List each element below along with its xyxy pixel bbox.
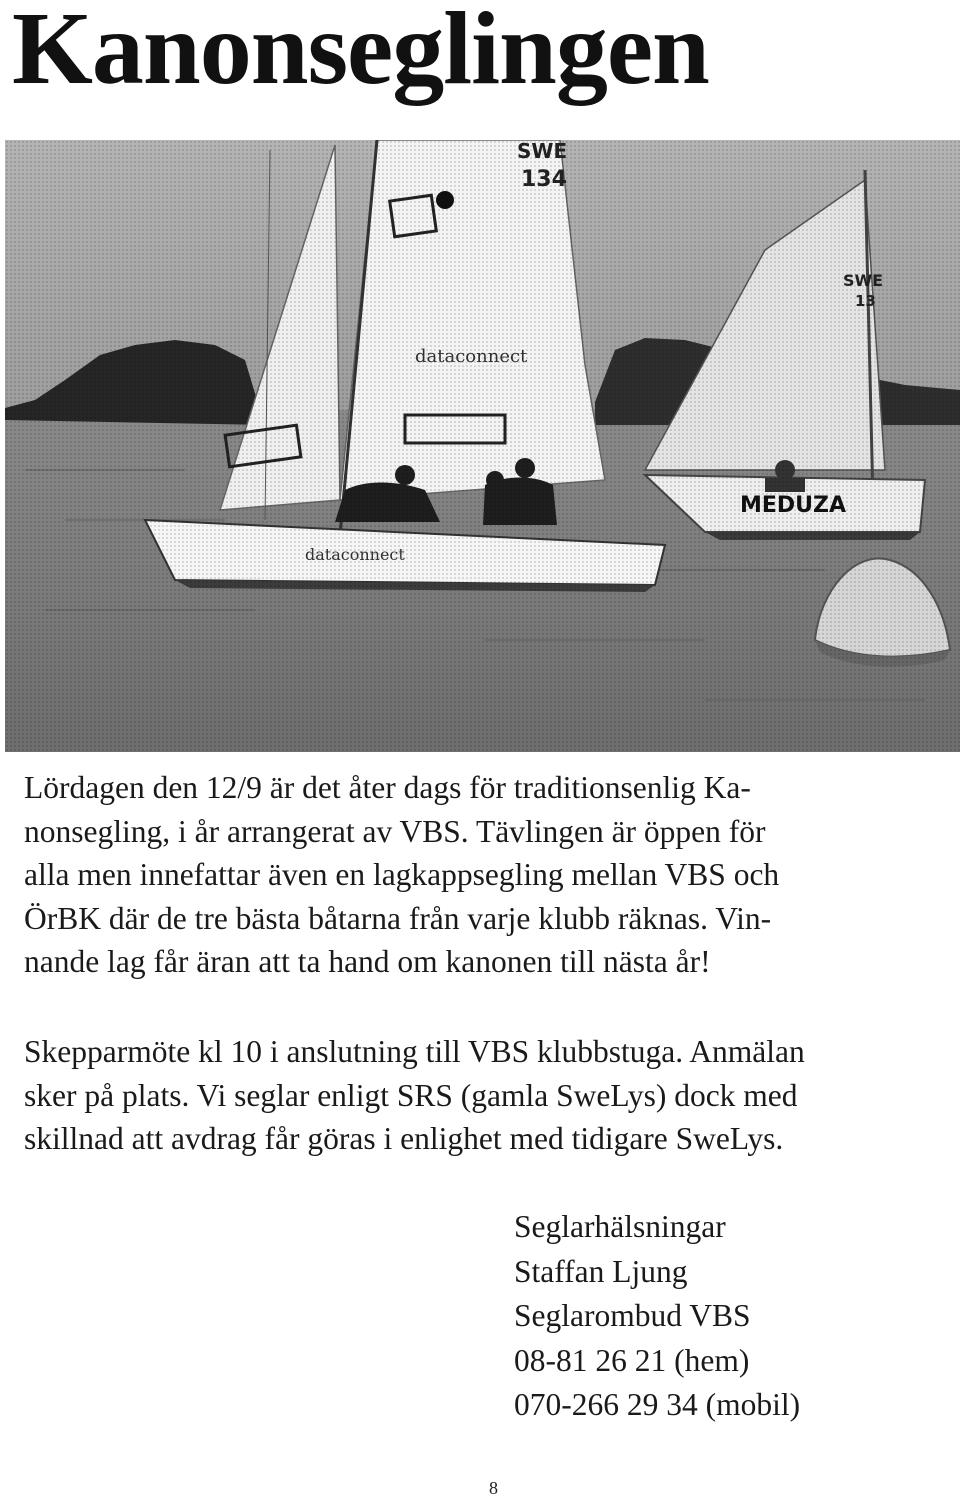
paragraph-line: Skepparmöte kl 10 i anslutning till VBS klubbstuga. Anmälan xyxy=(24,1034,805,1069)
paragraph-line: sker på plats. Vi seglar enligt SRS (gamla SweLys) dock med xyxy=(24,1077,798,1113)
paragraph-line: alla men innefattar även en lagkappsegling mellan VBS och xyxy=(24,857,780,892)
signature-phone-home: 08-81 26 21 (hem) xyxy=(514,1342,750,1378)
paragraph-line: nande lag får äran att ta hand om kanonen till nästa år! xyxy=(24,944,711,979)
signature-role: Seglarombud VBS xyxy=(514,1298,751,1333)
paragraph-line: Lördagen den 12/9 är det åter dags för traditionsenlig Ka- xyxy=(24,770,751,805)
page-number: 8 xyxy=(489,1478,498,1498)
intro-paragraph xyxy=(24,766,954,984)
signature-block xyxy=(514,1205,800,1428)
signature-name: Staffan Ljung xyxy=(514,1253,688,1289)
page-title: Kanonseglingen xyxy=(12,0,709,106)
paragraph-line: ÖrBK där de tre bästa båtarna från varje klubb räknas. Vin- xyxy=(24,900,772,936)
details-paragraph xyxy=(24,1030,954,1161)
paragraph-line: skillnad att avdrag får göras i enlighet med tidigare SweLys. xyxy=(24,1121,784,1156)
signature-phone-mobile: 070-266 29 34 (mobil) xyxy=(514,1387,801,1422)
sailing-photo xyxy=(5,140,960,752)
paragraph-line: nonsegling, i år arrangerat av VBS. Tävlingen är öppen för xyxy=(24,813,766,849)
signature-greeting: Seglarhälsningar xyxy=(514,1209,726,1244)
